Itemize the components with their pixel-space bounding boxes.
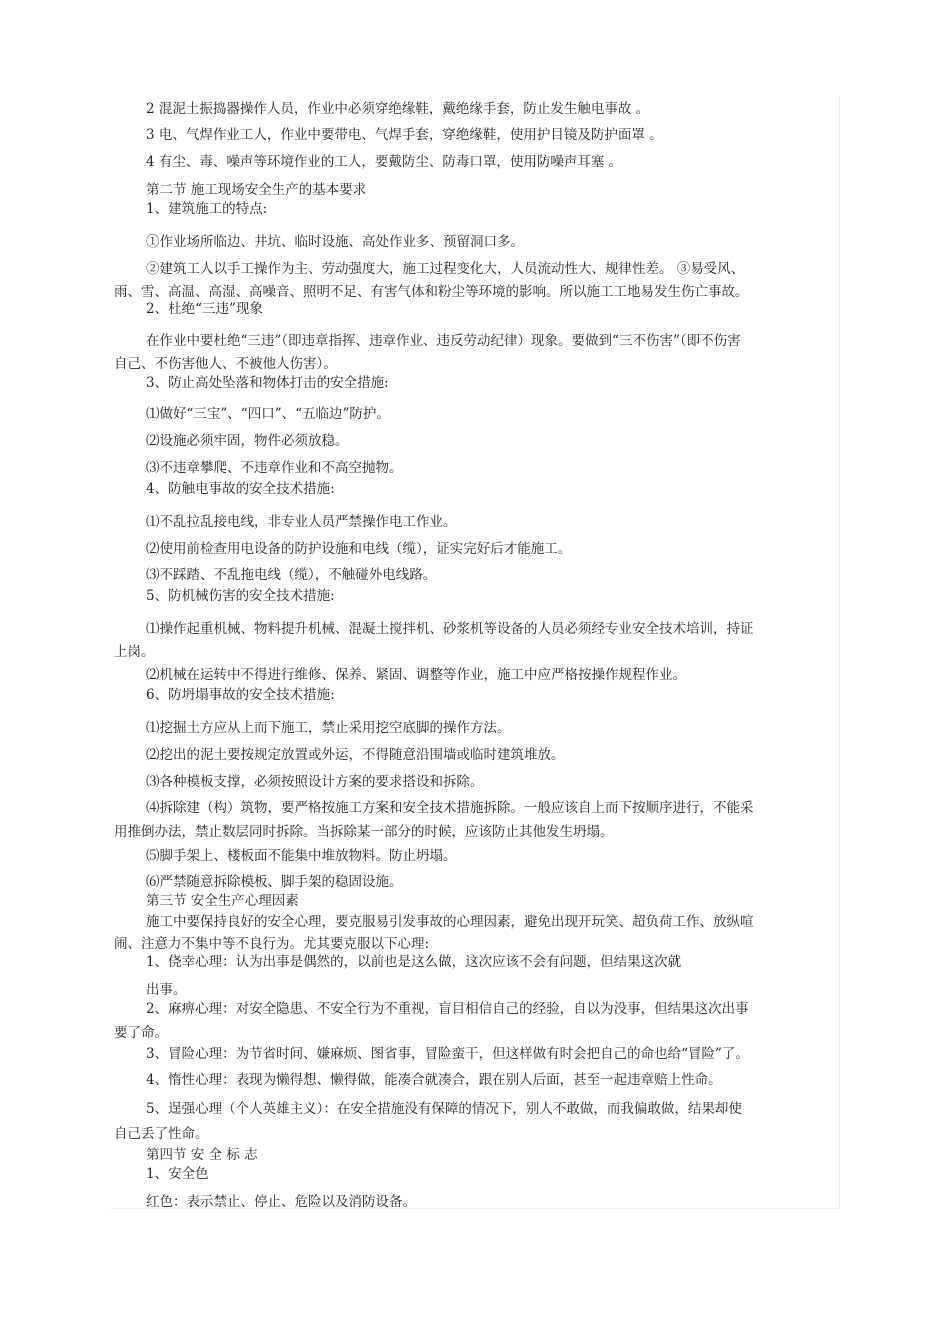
subheading: 1、安全色 <box>146 1166 209 1182</box>
text-line: ⑶各种模板支撑，必须按照设计方案的要求搭设和拆除。 <box>146 774 484 790</box>
text-line: 4、惰性心理：表现为懒得想、懒得做，能凑合就凑合，跟在别人后面，甚至一起违章赔上性命。 <box>146 1072 722 1088</box>
text-line: 用推倒办法，禁止数层同时拆除。当拆除某一部分的时候，应该防止其他发生坍塌。 <box>114 824 614 840</box>
text-line: 雨、雪、高温、高湿、高噪音、照明不足、有害气体和粉尘等环境的影响。所以施工工地易发生伤亡事故。 <box>114 284 749 300</box>
subheading: 4、防触电事故的安全技术措施: <box>146 481 335 497</box>
subheading: 1、建筑施工的特点: <box>146 201 268 217</box>
text-line: 3、冒险心理：为节省时间、嫌麻烦、图省事，冒险蛮干，但这样做有时会把自己的命也给“冒险”了。 <box>146 1046 749 1062</box>
text-line: 自己丢了性命。 <box>114 1126 209 1142</box>
text-line: 在作业中要杜绝“三违”（即违章指挥、违章作业、违反劳动纪律）现象。要做到“三不伤害”（即不伤害 <box>146 333 741 349</box>
subheading: 5、防机械伤害的安全技术措施: <box>146 588 335 604</box>
text-line: ⑴做好“三宝”、“四口”、“五临边”防护。 <box>146 406 390 422</box>
text-line: 3 电、气焊作业工人，作业中要带电、气焊手套，穿绝缘鞋，使用护目镜及防护面罩 。 <box>146 127 663 143</box>
text-line: ⑵使用前检查用电设备的防护设施和电线（缆），证实完好后才能施工。 <box>146 541 572 557</box>
text-line: ①作业场所临边、井坑、临时设施、高处作业多、预留洞口多。 <box>146 234 524 250</box>
text-line: ⑷拆除建（构）筑物，要严格按施工方案和安全技术措施拆除。一般应该自上而下按顺序进行，不能采 <box>146 800 754 816</box>
text-line: 4 有尘、毒、噪声等环境作业的工人，要戴防尘、防毒口罩，使用防噪声耳塞 。 <box>146 154 623 170</box>
section-heading: 第三节 安全生产心理因素 <box>146 893 299 909</box>
section-heading: 第四节 安 全 标 志 <box>146 1147 258 1163</box>
text-line: ⑵机械在运转中不得进行维修、保养、紧固、调整等作业，施工中应严格按操作规程作业。 <box>146 667 686 683</box>
text-line: ⑴操作起重机械、物料提升机械、混凝土搅拌机、砂浆机等设备的人员必须经专业安全技术培训，持证 <box>146 621 754 637</box>
text-line: ⑵设施必须牢固，物件必须放稳。 <box>146 433 349 449</box>
text-line: 1、侥幸心理：认为出事是偶然的，以前也是这么做，这次应该不会有问题，但结果这次就 <box>146 954 682 970</box>
text-line: 自己、不伤害他人、不被他人伤害）。 <box>114 356 337 372</box>
text-line: ⑸脚手架上、楼板面不能集中堆放物料。防止坍塌。 <box>146 848 457 864</box>
text-line: ⑶不踩踏、不乱拖电线（缆），不触碰外电线路。 <box>146 567 437 583</box>
text-line: ⑹严禁随意拆除模板、脚手架的稳固设施。 <box>146 874 403 890</box>
text-line: 闹、注意力不集中等不良行为。尤其要克服以下心理: <box>114 936 430 952</box>
text-line: 2 混泥土振捣器操作人员，作业中必须穿绝缘鞋，戴绝缘手套，防止发生触电事故 。 <box>146 101 650 117</box>
text-line: ②建筑工人以手工操作为主、劳动强度大，施工过程变化大，人员流动性大、规律性差。 ③易受风、 <box>146 261 745 277</box>
text-line: ⑴不乱拉乱接电线，非专业人员严禁操作电工作业。 <box>146 514 457 530</box>
text-line: ⑶不违章攀爬、不违章作业和不高空抛物。 <box>146 460 403 476</box>
text-line: 上岗。 <box>114 644 155 660</box>
section-heading: 第二节 施工现场安全生产的基本要求 <box>146 182 367 198</box>
subheading: 2、杜绝“三违”现象 <box>146 301 263 317</box>
text-line: 2、麻痹心理：对安全隐患、不安全行为不重视，盲目相信自己的经验，自以为没事，但结果这次出事 <box>146 1001 749 1017</box>
text-line: 出事。 <box>146 982 187 998</box>
text-line: ⑴挖掘土方应从上而下施工，禁止采用挖空底脚的操作方法。 <box>146 720 511 736</box>
subheading: 6、防坍塌事故的安全技术措施: <box>146 687 335 703</box>
text-line: 5、逞强心理（个人英雄主义）：在安全措施没有保障的情况下，别人不敢做，而我偏敢做，结果却使 <box>146 1101 742 1117</box>
text-line: 红色：表示禁止、停止、危险以及消防设备。 <box>146 1194 416 1210</box>
text-line: 要了命。 <box>114 1025 168 1041</box>
text-line: 施工中要保持良好的安全心理，要克服易引发事故的心理因素，避免出现开玩笑、超负荷工作、放纵喧 <box>146 914 754 930</box>
text-line: ⑵挖出的泥土要按规定放置或外运，不得随意沿围墙或临时建筑堆放。 <box>146 747 565 763</box>
subheading: 3、防止高处坠落和物体打击的安全措施: <box>146 375 389 391</box>
